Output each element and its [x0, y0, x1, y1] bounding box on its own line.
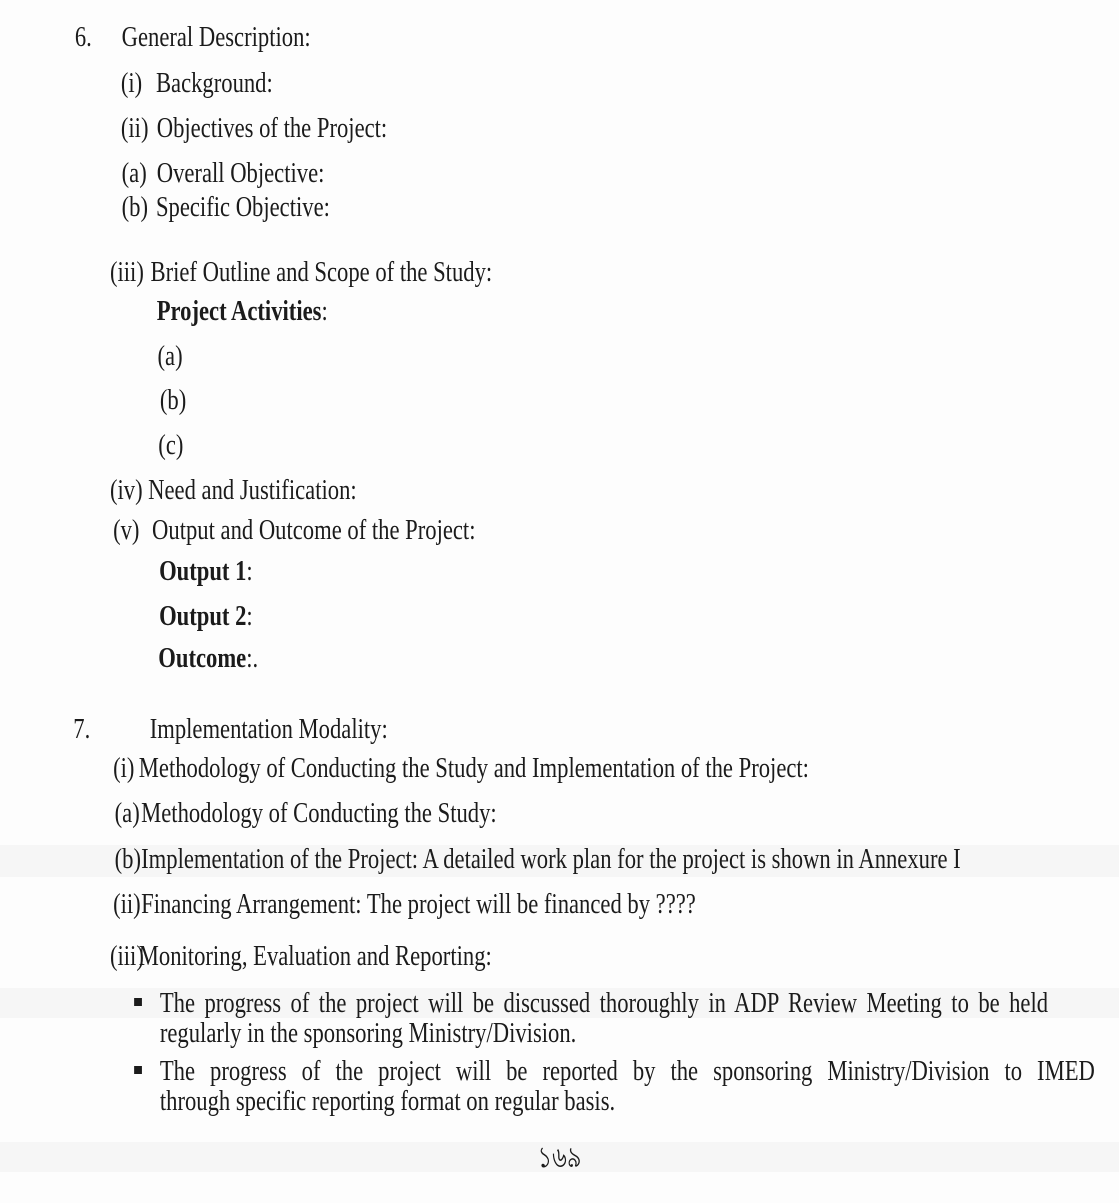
activity-item-a [0, 341, 1119, 371]
item-6-iv [0, 475, 1119, 505]
item-6-i [0, 68, 1119, 98]
item-6-iv-text: Need and Justification: [148, 474, 357, 506]
output2-line [0, 601, 1119, 631]
item-7-a-text: Methodology of Conducting the Study: [141, 797, 497, 829]
item-6-ii-text: Objectives of the Project: [156, 112, 388, 144]
bullet-2-text-line-2: through specific reporting format on regular basis. [159, 1085, 616, 1117]
item-7-iii-text: Monitoring, Evaluation and Reporting: [138, 940, 492, 972]
project-activities-heading [0, 296, 1119, 326]
item-6-b-text: Specific Objective: [155, 191, 330, 223]
activity-item-b-marker: (b) [159, 384, 187, 416]
item-6-b-marker: (b) [121, 191, 149, 223]
project-activities-label [157, 296, 328, 326]
item-6-iv-marker: (iv) [109, 474, 143, 506]
bullet-2-line-1 [0, 1056, 1119, 1086]
item-6-a-marker: (a) [121, 157, 147, 189]
section7-heading [0, 714, 1119, 744]
project-activities-colon: : [321, 295, 328, 327]
item-6-v-marker: (v) [113, 514, 140, 546]
outcome-line [0, 643, 1119, 673]
item-6-a-text: Overall Objective: [156, 157, 325, 189]
bullet-1-text-line-1: The progress of the project will be discussed thoroughly in ADP Review Meeting to be held [159, 988, 1049, 1019]
item-6-v-text: Output and Outcome of the Project: [152, 514, 476, 546]
item-7-b-marker: (b) [114, 843, 142, 875]
item-7-i-text: Methodology of Conducting the Study and Implementation of the Project: [138, 752, 809, 784]
bullet-square-icon [134, 998, 142, 1006]
bullet-1-line-1 [0, 988, 1119, 1018]
section6-heading [0, 22, 1119, 52]
item-7-i [0, 753, 1119, 783]
outcome-bold: Outcome [158, 642, 247, 674]
activity-item-c-marker: (c) [158, 429, 184, 461]
bullet-1-line-2 [0, 1018, 1119, 1048]
item-6-i-marker: (i) [120, 67, 143, 99]
section6-number: 6. [74, 21, 92, 53]
item-6-v [0, 515, 1119, 545]
bullet-2-line-2 [0, 1086, 1119, 1116]
item-7-iii [0, 941, 1119, 971]
bullet-2-text-line-1: The progress of the project will be reported by the sponsoring Ministry/Division to IMED [159, 1056, 1095, 1087]
section7-number: 7. [73, 713, 91, 745]
item-7-ii-text: Financing Arrangement: The project will be financed by ???? [141, 888, 696, 920]
item-7-a [0, 798, 1119, 828]
output1 [159, 556, 253, 586]
item-7-a-marker: (a) [114, 797, 140, 829]
output1-colon: : [246, 555, 253, 587]
outcome-colon: :. [246, 642, 259, 674]
item-6-i-text: Background: [155, 67, 273, 99]
activity-item-a-marker: (a) [157, 340, 183, 372]
item-7-iii-marker: (iii) [109, 940, 144, 972]
item-7-ii-marker: (ii) [113, 888, 141, 920]
item-6-ii [0, 113, 1119, 143]
item-6-iii [0, 257, 1119, 287]
output2-bold: Output 2 [159, 600, 247, 632]
bullet-1-text-line-2: regularly in the sponsoring Ministry/Division. [159, 1017, 577, 1049]
item-7-b-text: Implementation of the Project: A detailed work plan for the project is shown in Annexure I [141, 843, 961, 875]
section6-title: General Description: [121, 21, 311, 53]
section7-title: Implementation Modality: [149, 713, 388, 745]
item-6-iii-text: Brief Outline and Scope of the Study: [150, 256, 493, 288]
page-number: ১৬৯ [537, 1142, 582, 1174]
item-6-iii-marker: (iii) [109, 256, 144, 288]
footer [0, 1143, 1119, 1173]
output2 [159, 601, 253, 631]
item-6-b [0, 192, 1119, 222]
item-7-ii [0, 889, 1119, 919]
bullet-square-icon [134, 1066, 142, 1074]
activity-item-b [0, 385, 1119, 415]
activity-item-c [0, 430, 1119, 460]
item-6-a [0, 158, 1119, 188]
item-7-b [0, 844, 1119, 874]
output1-line [0, 556, 1119, 586]
item-6-ii-marker: (ii) [120, 112, 149, 144]
project-activities-bold: Project Activities [156, 295, 322, 327]
output2-colon: : [246, 600, 253, 632]
output1-bold: Output 1 [159, 555, 247, 587]
item-7-i-marker: (i) [113, 752, 135, 784]
outcome [158, 643, 258, 673]
